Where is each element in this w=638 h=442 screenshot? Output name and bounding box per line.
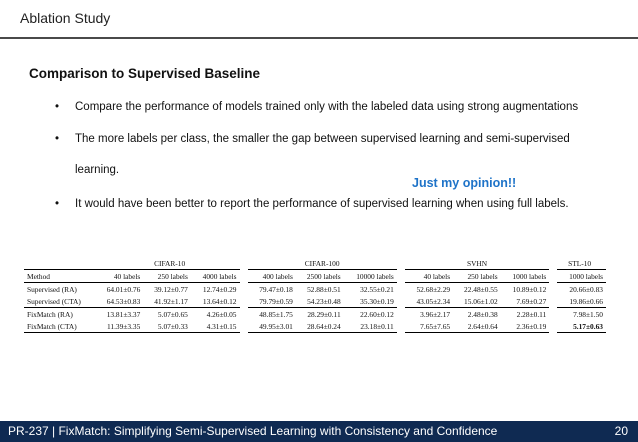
table-cell: 79.79±0.59 xyxy=(259,296,293,306)
column-header: 1000 labels xyxy=(553,270,606,283)
method-cell: Supervised (CTA) xyxy=(27,296,81,306)
column-header: 4000 labels xyxy=(191,270,244,283)
table-cell: 19.86±0.66 xyxy=(569,296,603,306)
table-cell: 22.48±0.55 xyxy=(464,284,498,294)
table-cell: 3.96±2.17 xyxy=(401,308,453,321)
table-row xyxy=(24,320,606,333)
bullet-continuation: learning. xyxy=(75,164,120,176)
table-cell: 64.53±0.83 xyxy=(106,296,141,306)
table-cell: 12.74±0.29 xyxy=(202,284,237,294)
bullet-dot-icon: • xyxy=(55,198,60,210)
table-cell: 28.64±0.24 xyxy=(296,320,344,333)
table-cell: 49.95±3.01 xyxy=(244,320,296,333)
bullet-text: The more labels per class, the smaller the gap between supervised learning and semi-supervised xyxy=(75,133,570,145)
group-cifar10: CIFAR-10 xyxy=(154,258,186,268)
slide-title: Ablation Study xyxy=(20,10,111,26)
column-header: 40 labels xyxy=(96,270,144,283)
table-cell: 48.85±1.75 xyxy=(244,308,296,321)
group-header-row xyxy=(24,257,606,270)
table-row xyxy=(24,295,606,308)
method-header: Method xyxy=(24,270,96,283)
column-header: 250 labels xyxy=(143,270,191,283)
method-cell: FixMatch (CTA) xyxy=(24,320,96,333)
group-stl10: STL-10 xyxy=(568,258,592,268)
table-cell: 11.39±3.35 xyxy=(96,320,144,333)
table-cell: 2.28±0.11 xyxy=(501,308,554,321)
table-row xyxy=(24,308,606,321)
table-cell: 13.64±0.12 xyxy=(202,296,237,306)
table-cell: 2.64±0.64 xyxy=(453,320,501,333)
table-cell: 13.81±3.37 xyxy=(96,308,144,321)
table-cell: 2.48±0.38 xyxy=(453,308,501,321)
column-header: 1000 labels xyxy=(501,270,554,283)
column-header-row xyxy=(24,270,606,283)
column-header: 250 labels xyxy=(453,270,501,283)
table-cell: 79.47±0.18 xyxy=(259,284,293,294)
table-cell: 23.18±0.11 xyxy=(344,320,401,333)
column-header: 400 labels xyxy=(244,270,296,283)
opinion-note: Just my opinion!! xyxy=(412,176,517,190)
section-heading: Comparison to Supervised Baseline xyxy=(29,66,261,81)
table-cell: 52.88±0.51 xyxy=(307,284,341,294)
group-cifar100: CIFAR-100 xyxy=(304,258,340,268)
column-header: 2500 labels xyxy=(296,270,344,283)
table-cell: 22.60±0.12 xyxy=(344,308,401,321)
table-cell: 7.69±0.27 xyxy=(516,296,547,306)
table-cell: 20.66±0.83 xyxy=(569,284,603,294)
method-cell: FixMatch (RA) xyxy=(24,308,96,321)
table-cell: 4.26±0.05 xyxy=(191,308,244,321)
table-cell: 2.36±0.19 xyxy=(501,320,554,333)
table-cell: 64.01±0.76 xyxy=(106,284,141,294)
title-divider xyxy=(0,37,638,39)
table-cell: 41.92±1.17 xyxy=(154,296,188,306)
results-table xyxy=(24,257,606,333)
table-cell: 10.89±0.12 xyxy=(512,284,547,294)
table-cell: 4.31±0.15 xyxy=(191,320,244,333)
table-cell: 5.17±0.63 xyxy=(553,320,606,333)
bullet-dot-icon: • xyxy=(55,101,60,113)
table-cell: 28.29±0.11 xyxy=(296,308,344,321)
group-svhn: SVHN xyxy=(466,258,488,268)
method-cell: Supervised (RA) xyxy=(27,284,77,294)
column-header: 40 labels xyxy=(401,270,453,283)
table-cell: 15.06±1.02 xyxy=(464,296,498,306)
table-cell: 32.55±0.21 xyxy=(360,284,394,294)
table-row xyxy=(24,283,606,296)
footer-bar xyxy=(0,421,638,442)
table-cell: 52.68±2.29 xyxy=(416,284,451,294)
table-cell: 7.65±7.65 xyxy=(401,320,453,333)
table-cell: 43.05±2.34 xyxy=(416,296,451,306)
bullet-text: Compare the performance of models trained only with the labeled data using strong augmentations xyxy=(75,101,579,113)
table-cell: 5.07±0.33 xyxy=(143,320,191,333)
table-cell: 5.07±0.65 xyxy=(143,308,191,321)
bullet-dot-icon: • xyxy=(55,133,60,145)
column-header: 10000 labels xyxy=(344,270,401,283)
table-cell: 39.12±0.77 xyxy=(154,284,188,294)
table-cell: 35.30±0.19 xyxy=(360,296,394,306)
footer-text: PR-237 | FixMatch: Simplifying Semi-Supervised Learning with Consistency and Confidence xyxy=(8,424,498,438)
table-cell: 54.23±0.48 xyxy=(307,296,341,306)
bullet-text: It would have been better to report the performance of supervised learning when using full labels. xyxy=(75,198,569,210)
page-number: 20 xyxy=(614,424,628,438)
table-cell: 7.98±1.50 xyxy=(553,308,606,321)
